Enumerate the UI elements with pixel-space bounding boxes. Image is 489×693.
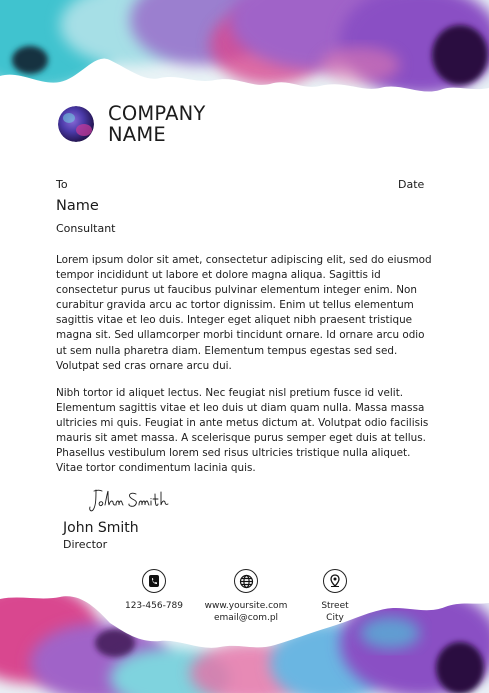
website-text: www.yoursite.com [204,601,288,611]
company-logo [58,106,94,142]
handwritten-signature [88,486,178,514]
to-label: To [56,178,68,191]
watercolor-footer-decoration [0,593,489,693]
city-text: City [326,613,344,623]
street-text: Street [321,601,349,611]
company-name-line1: COMPANY [108,102,206,125]
signatory-name: John Smith [63,520,139,536]
signatory-title: Director [63,538,108,551]
date-label: Date [398,178,425,191]
body-paragraph-2: Nibh tortor id aliquet lectus. Nec feugiat nisl pretium fusce id velit. Elementum sagittis vitae et leo duis ut diam quam nulla. Massa massa ultricies mi quis. Feugiat in ante metus dictum at. Volutpat odio facilisis mauris sit amet massa. A scelerisque purus semper eget duis at tellus. Phasellus vestibulum lorem sed risus ultricies tristique nulla aliquet. Vitae tortor condimentum lacinia quis. [56,387,429,475]
recipient-name: Name [56,198,99,214]
watercolor-header-decoration [0,0,489,100]
company-name [108,103,206,145]
recipient-title: Consultant [56,222,116,235]
phone-number: 123-456-789 [124,601,184,611]
email-text: email@com.pl [213,613,279,623]
globe-icon [234,569,258,593]
body-paragraph-1: Lorem ipsum dolor sit amet, consectetur adipiscing elit, sed do eiusmod tempor incididunt ut labore et dolore magna aliqua. Sagittis id consectetur purus ut faucibus pulvinar elementum integer enim. Non curabitur gravida arcu ac tortor dignissim. Enim ut tellus elementum sagittis vitae et leo duis. Integer eget aliquet nibh praesent tristique magna sit. Sed ullamcorper morbi tincidunt ornare. Id ornare arcu odio ut sem nulla pharetra diam. Elementum tempus egestas sed sed. Volutpat sed cras ornare arcu dui. [56,254,432,372]
phone-icon [142,569,166,593]
location-pin-icon [323,569,347,593]
company-name-line2: NAME [108,123,166,146]
